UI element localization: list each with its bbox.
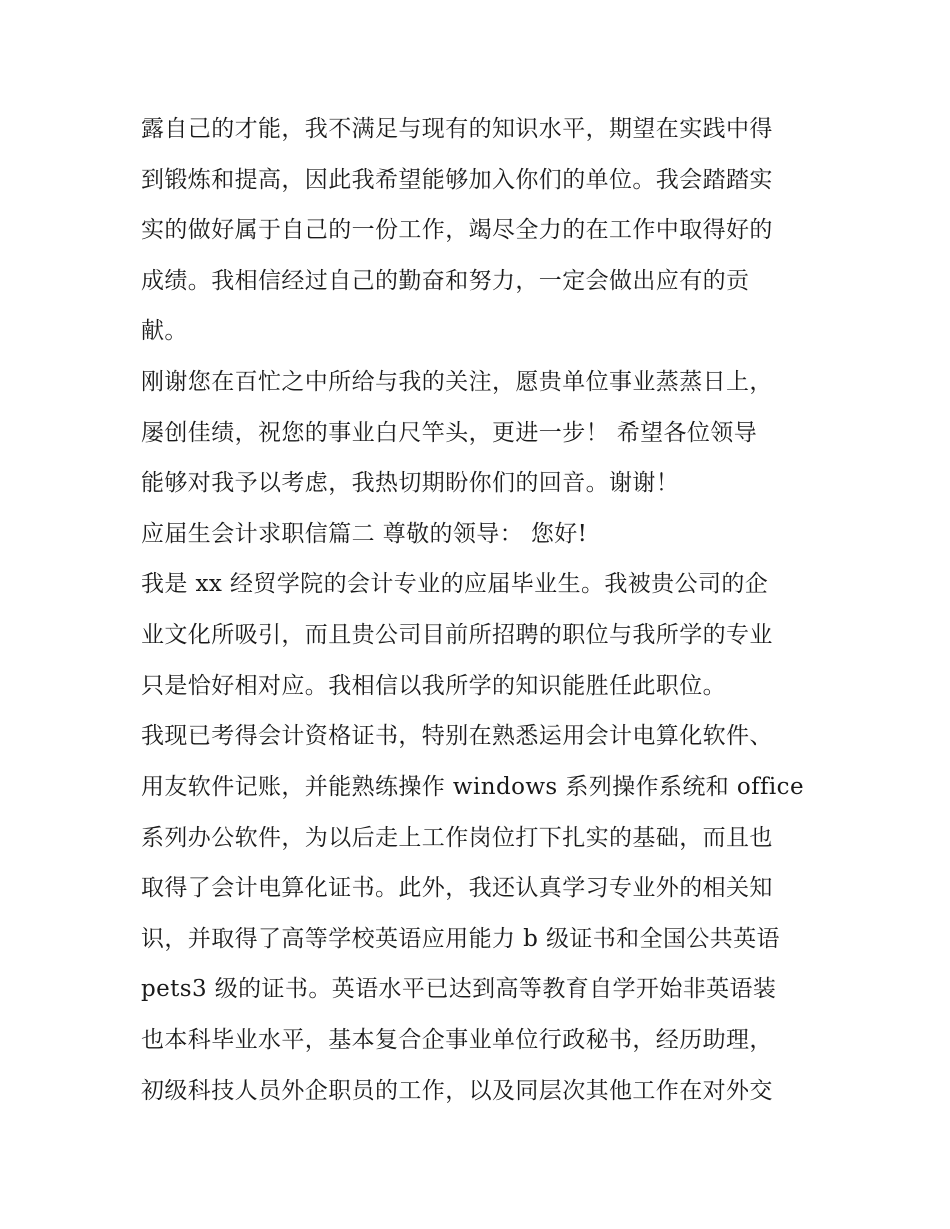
text-line: 系列办公软件，为以后走上工作岗位打下扎实的基础，而且也 — [141, 825, 773, 851]
text-line: 能够对我予以考虑，我热切期盼你们的回音。谢谢！ — [141, 470, 680, 496]
text-line: 成绩。我相信经过自己的勤奋和努力，一定会做出应有的贡 — [141, 268, 750, 294]
text-line: 初级科技人员外企职员的工作，以及同层次其他工作在对外交 — [141, 1078, 773, 1104]
text-line: 露自己的才能，我不满足与现有的知识水平，期望在实践中得 — [141, 116, 773, 142]
section-heading: 应届生会计求职信篇二 尊敬的领导： 您好! — [141, 521, 588, 547]
text-line: 我现已考得会计资格证书，特别在熟悉运用会计电算化软件、 — [141, 723, 773, 749]
text-line: 识，并取得了高等学校英语应用能力 b 级证书和全国公共英语 — [141, 926, 780, 952]
text-line: 也本科毕业水平，基本复合企事业单位行政秘书，经历助理， — [141, 1027, 773, 1053]
text-line: pets3 级的证书。英语水平已达到高等教育自学开始非英语装 — [141, 976, 777, 1002]
text-line: 屡创佳绩，祝您的事业白尺竿头，更进一步！ 希望各位领导 — [141, 420, 758, 446]
text-line: 刚谢您在百忙之中所给与我的关注，愿贵单位事业蒸蒸日上， — [141, 369, 773, 395]
text-line: 用友软件记账，并能熟练操作 windows 系列操作系统和 office — [141, 774, 804, 800]
text-line: 实的做好属于自己的一份工作，竭尽全力的在工作中取得好的 — [141, 217, 773, 243]
text-line: 只是恰好相对应。我相信以我所学的知识能胜任此职位。 — [141, 673, 726, 699]
text-line: 业文化所吸引，而且贵公司目前所招聘的职位与我所学的专业 — [141, 622, 773, 648]
text-line: 取得了会计电算化证书。此外，我还认真学习专业外的相关知 — [141, 875, 773, 901]
text-line: 我是 xx 经贸学院的会计专业的应届毕业生。我被贵公司的企 — [141, 571, 769, 597]
text-line: 献。 — [141, 318, 188, 344]
text-line: 到锻炼和提高，因此我希望能够加入你们的单位。我会踏踏实 — [141, 167, 773, 193]
